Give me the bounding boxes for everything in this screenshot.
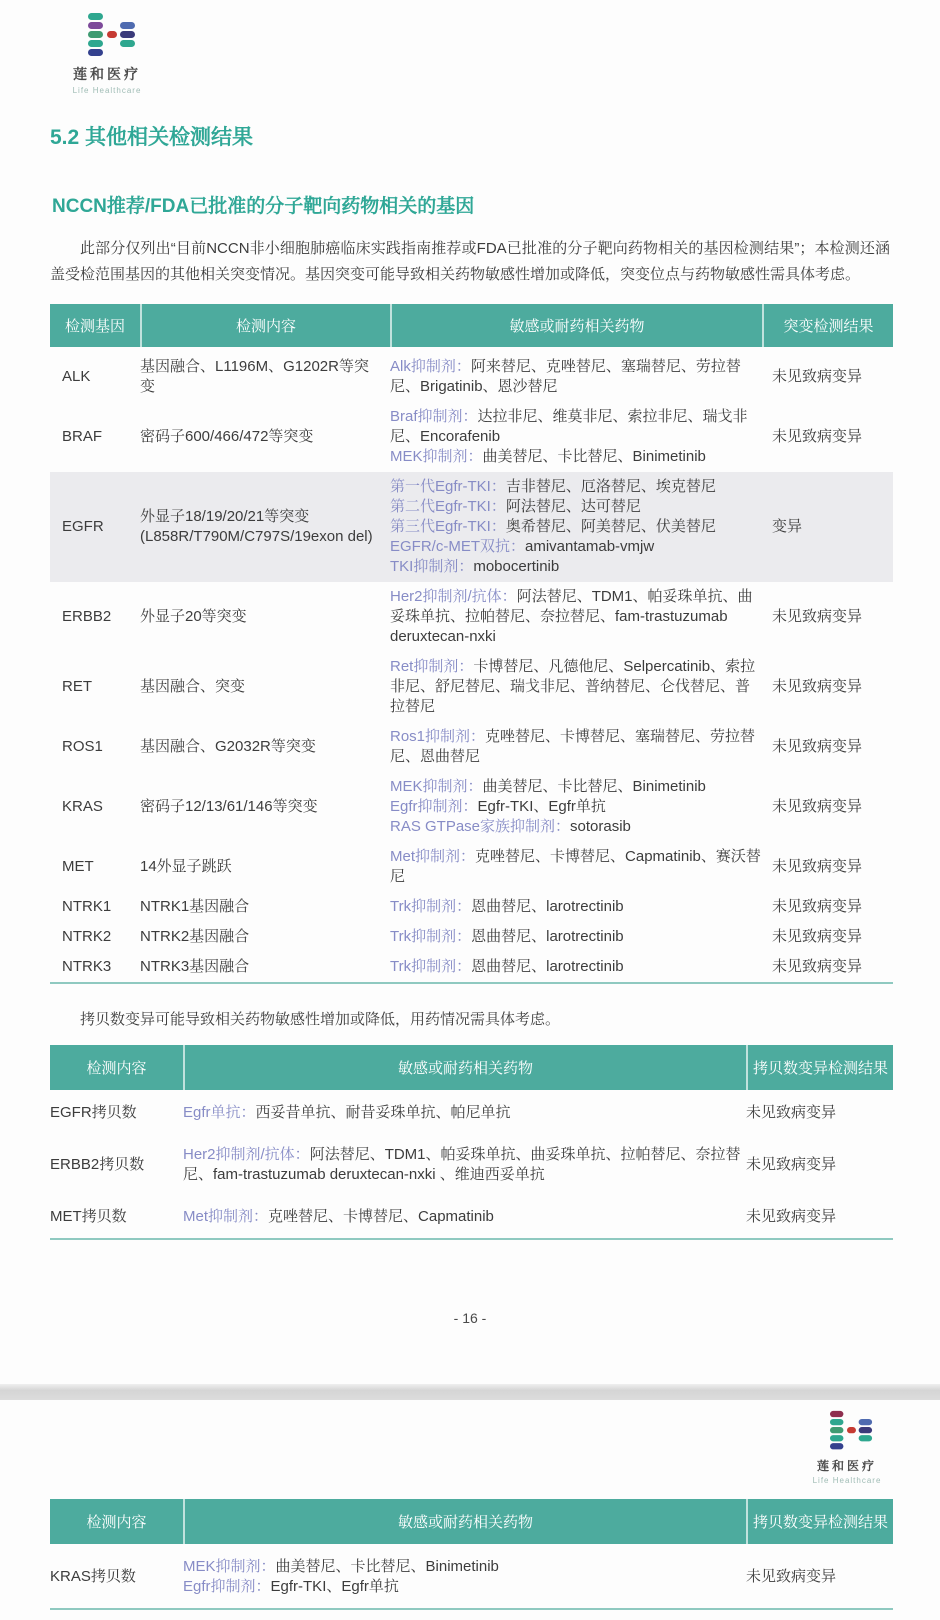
header-result: 突变检测结果 bbox=[762, 304, 893, 347]
report-heading: NCCN推荐/FDA已批准的分子靶向药物相关的基因 bbox=[52, 196, 475, 217]
gene-cell: NTRK1 bbox=[62, 898, 112, 915]
content-cell: ERBB2拷贝数 bbox=[50, 1156, 145, 1173]
content-cell: 外显子20等突变 bbox=[140, 608, 247, 625]
drugs-cell bbox=[390, 952, 762, 982]
gene-cell: BRAF bbox=[62, 428, 103, 445]
brand-logo-icon bbox=[821, 1410, 873, 1453]
content-cell: KRAS拷贝数 bbox=[50, 1568, 136, 1585]
drugs-cell bbox=[183, 1196, 746, 1238]
gene-cell: ROS1 bbox=[62, 738, 103, 755]
gene-mutation-table bbox=[50, 304, 893, 984]
header-content: 检测内容 bbox=[140, 304, 390, 347]
drug-class-label: 第一代Egfr-TKI： bbox=[390, 478, 506, 495]
result-cell: 未见致病变异 bbox=[772, 428, 863, 445]
intro-paragraph: 此部分仅列出“目前NCCN非小细胞肺癌临床实践指南推荐或FDA已批准的分子靶向药物相关的基因检测结果”；本检测还涵盖受检范围基因的其他相关突变情况。基因突变可能导致相关药物敏感性增加或降低，突变位点与药物敏感性需具体考虑。 bbox=[50, 240, 890, 283]
result-cell: 未见致病变异 bbox=[772, 798, 863, 815]
table-row-egfr-cnv bbox=[50, 1092, 893, 1134]
brand-logo-icon bbox=[78, 12, 136, 60]
drugs-cell bbox=[390, 722, 762, 772]
content-cell: 基因融合、突变 bbox=[140, 678, 246, 695]
drug-names: Egfr-TKI、Egfr单抗 bbox=[270, 1578, 399, 1595]
drug-names: 恩曲替尼、larotrectinib bbox=[471, 958, 624, 975]
drugs-cell bbox=[390, 892, 762, 922]
header-drugs: 敏感或耐药相关药物 bbox=[390, 304, 762, 347]
table-row-met-cnv bbox=[50, 1196, 893, 1238]
drug-class-label: Her2抑制剂/抗体： bbox=[183, 1146, 310, 1163]
cnv-table-continued bbox=[50, 1499, 893, 1610]
drug-names: 曲美替尼、卡比替尼、Binimetinib bbox=[482, 448, 706, 465]
drugs-cell bbox=[390, 402, 762, 472]
result-cell: 未见致病变异 bbox=[772, 368, 863, 385]
drugs-cell bbox=[390, 652, 762, 722]
brand-name: 莲和医疗 bbox=[816, 1459, 877, 1473]
drugs-cell bbox=[183, 1134, 746, 1196]
header-gene: 检测基因 bbox=[64, 318, 125, 335]
drug-names: 吉非替尼、厄洛替尼、埃克替尼 bbox=[505, 478, 716, 495]
drug-class-label: TKI抑制剂： bbox=[390, 558, 474, 575]
gene-cell: ERBB2 bbox=[62, 608, 112, 625]
drug-class-label: Trk抑制剂： bbox=[390, 958, 472, 975]
result-cell: 未见致病变异 bbox=[746, 1568, 837, 1585]
table-row-kras-cnv bbox=[50, 1546, 893, 1608]
result-cell: 未见致病变异 bbox=[772, 858, 863, 875]
table-row-ntrk3 bbox=[50, 952, 893, 982]
table-row-braf bbox=[50, 402, 893, 472]
content-cell: MET拷贝数 bbox=[50, 1208, 127, 1225]
result-cell: 未见致病变异 bbox=[772, 738, 863, 755]
table-row-met bbox=[50, 842, 893, 892]
header-content: 检测内容 bbox=[86, 1514, 147, 1531]
table-row-ntrk1 bbox=[50, 892, 893, 922]
content-cell: EGFR拷贝数 bbox=[50, 1104, 137, 1121]
drug-names: amivantamab-vmjw bbox=[525, 538, 655, 555]
content-cell: 密码子600/466/472等突变 bbox=[140, 428, 314, 445]
drug-class-label: Met抑制剂： bbox=[390, 848, 476, 865]
drug-class-label: MEK抑制剂： bbox=[390, 778, 483, 795]
content-cell: 14外显子跳跃 bbox=[140, 858, 232, 875]
drug-class-label: Her2抑制剂/抗体： bbox=[390, 588, 517, 605]
result-cell: 变异 bbox=[772, 518, 803, 535]
gene-cell: ALK bbox=[62, 368, 91, 385]
content-cell: 基因融合、L1196M、G1202R等突变 bbox=[140, 358, 369, 395]
drug-names: 奥希替尼、阿美替尼、伏美替尼 bbox=[505, 518, 716, 535]
drug-class-label: Alk抑制剂： bbox=[390, 358, 471, 375]
section-title: 5.2 其他相关检测结果 bbox=[50, 126, 254, 149]
drug-class-label: 第三代Egfr-TKI： bbox=[390, 518, 506, 535]
page-number: - 16 - bbox=[453, 1310, 487, 1326]
table-row-ntrk2 bbox=[50, 922, 893, 952]
drug-names: 曲美替尼、卡比替尼、Binimetinib bbox=[275, 1558, 499, 1575]
drug-class-label: EGFR/c-MET双抗： bbox=[390, 538, 525, 555]
content-cell: 基因融合、G2032R等突变 bbox=[140, 738, 316, 755]
table-row-erbb2-cnv bbox=[50, 1134, 893, 1196]
cnv-note: 拷贝数变异可能导致相关药物敏感性增加或降低，用药情况需具体考虑。 bbox=[80, 1011, 561, 1028]
drug-names: 恩曲替尼、larotrectinib bbox=[471, 928, 624, 945]
table-row-alk bbox=[50, 352, 893, 402]
drug-names: 阿法替尼、TDM1、帕妥珠单抗、曲妥珠单抗、拉帕替尼、奈拉替尼、fam-trastuzumab deruxtecan-nxki 、维迪西妥单抗 bbox=[183, 1146, 741, 1183]
header-drugs: 敏感或耐药相关药物 bbox=[183, 1045, 746, 1090]
drugs-cell bbox=[183, 1092, 746, 1134]
drug-names: Egfr-TKI、Egfr单抗 bbox=[477, 798, 606, 815]
header-result: 拷贝数变异检测结果 bbox=[746, 1045, 893, 1090]
drug-class-label: Trk抑制剂： bbox=[390, 928, 472, 945]
table-row-egfr bbox=[50, 472, 893, 582]
table-row-kras bbox=[50, 772, 893, 842]
result-cell: 未见致病变异 bbox=[772, 608, 863, 625]
result-cell: 未见致病变异 bbox=[746, 1208, 837, 1225]
drug-names: 克唑替尼、卡博替尼、Capmatinib、赛沃替尼 bbox=[390, 848, 761, 885]
brand-subtitle: Life Healthcare bbox=[72, 86, 142, 95]
gene-cell: EGFR bbox=[62, 518, 104, 535]
result-cell: 未见致病变异 bbox=[746, 1156, 837, 1173]
content-cell: 外显子18/19/20/21等突变 (L858R/T790M/C797S/19exon del) bbox=[140, 508, 373, 545]
table-header-row bbox=[50, 1045, 893, 1090]
drug-class-label: Egfr单抗： bbox=[183, 1104, 256, 1121]
drug-class-label: Ros1抑制剂： bbox=[390, 728, 486, 745]
drugs-cell bbox=[390, 352, 762, 402]
table-row-ret bbox=[50, 652, 893, 722]
header-drugs: 敏感或耐药相关药物 bbox=[183, 1499, 746, 1544]
drug-names: 克唑替尼、卡博替尼、Capmatinib bbox=[268, 1208, 494, 1225]
page-divider bbox=[0, 1384, 940, 1400]
drug-class-label: 第二代Egfr-TKI： bbox=[390, 498, 506, 515]
content-cell: NTRK3基因融合 bbox=[140, 958, 250, 975]
drug-class-label: Egfr抑制剂： bbox=[390, 798, 478, 815]
drug-names: 卡博替尼、凡德他尼、Selpercatinib、索拉非尼、舒尼替尼、瑞戈非尼、普纳替尼、仑伐替尼、普拉替尼 bbox=[390, 658, 756, 715]
gene-cell: MET bbox=[62, 858, 94, 875]
drug-names: 阿法替尼、达可替尼 bbox=[505, 498, 641, 515]
drugs-cell bbox=[183, 1546, 746, 1608]
drug-names: 达拉非尼、维莫非尼、索拉非尼、瑞戈非尼、Encorafenib bbox=[390, 408, 748, 445]
brand-subtitle: Life Healthcare bbox=[812, 1476, 882, 1485]
result-cell: 未见致病变异 bbox=[772, 898, 863, 915]
drugs-cell bbox=[390, 922, 762, 952]
drug-class-label: Met抑制剂： bbox=[183, 1208, 269, 1225]
table-row-ros1 bbox=[50, 722, 893, 772]
drug-names: mobocertinib bbox=[473, 558, 560, 575]
brand-logo bbox=[0, 0, 940, 95]
gene-cell: NTRK3 bbox=[62, 958, 112, 975]
table-header-row bbox=[50, 1499, 893, 1544]
drug-class-label: RAS GTPase家族抑制剂： bbox=[390, 818, 571, 835]
drugs-cell bbox=[390, 842, 762, 892]
content-cell: 密码子12/13/61/146等突变 bbox=[140, 798, 318, 815]
drug-class-label: MEK抑制剂： bbox=[390, 448, 483, 465]
drug-class-label: Braf抑制剂： bbox=[390, 408, 478, 425]
gene-cell: NTRK2 bbox=[62, 928, 112, 945]
result-cell: 未见致病变异 bbox=[772, 958, 863, 975]
drug-class-label: Egfr抑制剂： bbox=[183, 1578, 271, 1595]
table-header-row bbox=[50, 304, 893, 347]
drug-names: 西妥昔单抗、耐昔妥珠单抗、帕尼单抗 bbox=[255, 1104, 511, 1121]
drug-names: 阿法替尼、TDM1、帕妥珠单抗、曲妥珠单抗、拉帕替尼、奈拉替尼、fam-trastuzumab deruxtecan-nxki bbox=[390, 588, 753, 645]
result-cell: 未见致病变异 bbox=[772, 678, 863, 695]
drug-names: 恩曲替尼、larotrectinib bbox=[471, 898, 624, 915]
drug-names: sotorasib bbox=[570, 818, 631, 835]
content-cell: NTRK1基因融合 bbox=[140, 898, 250, 915]
brand-name: 莲和医疗 bbox=[73, 66, 141, 82]
drugs-cell bbox=[390, 472, 762, 582]
gene-cell: KRAS bbox=[62, 798, 103, 815]
content-cell: NTRK2基因融合 bbox=[140, 928, 250, 945]
result-cell: 未见致病变异 bbox=[772, 928, 863, 945]
drug-class-label: Trk抑制剂： bbox=[390, 898, 472, 915]
drug-names: 曲美替尼、卡比替尼、Binimetinib bbox=[482, 778, 706, 795]
table-row-erbb2 bbox=[50, 582, 893, 652]
header-content: 检测内容 bbox=[86, 1060, 147, 1077]
drug-class-label: Ret抑制剂： bbox=[390, 658, 474, 675]
drug-class-label: MEK抑制剂： bbox=[183, 1558, 276, 1575]
gene-cell: RET bbox=[62, 678, 92, 695]
drugs-cell bbox=[390, 582, 762, 652]
result-cell: 未见致病变异 bbox=[746, 1104, 837, 1121]
drug-names: 阿来替尼、克唑替尼、塞瑞替尼、劳拉替尼、Brigatinib、恩沙替尼 bbox=[390, 358, 741, 395]
drug-names: 克唑替尼、卡博替尼、塞瑞替尼、劳拉替尼、恩曲替尼 bbox=[390, 728, 756, 765]
header-result: 拷贝数变异检测结果 bbox=[746, 1499, 893, 1544]
drugs-cell bbox=[390, 772, 762, 842]
cnv-table bbox=[50, 1045, 893, 1240]
brand-logo-footer bbox=[0, 1410, 940, 1485]
